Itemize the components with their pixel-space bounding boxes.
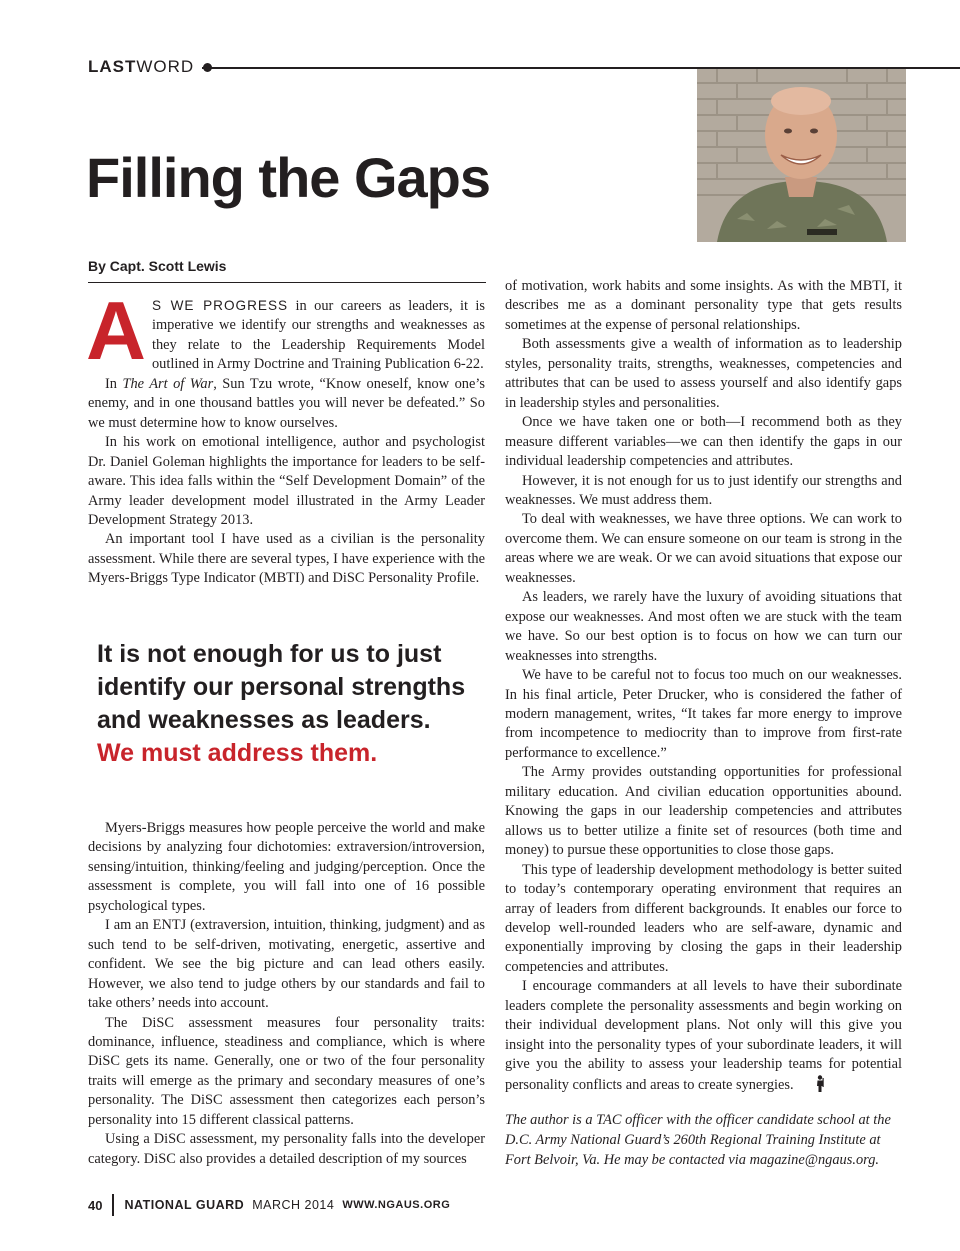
article-paragraph-final (505, 977, 902, 1098)
byline: By Capt. Scott Lewis (88, 258, 227, 274)
article-paragraph: In his work on emotional intelligence, author and psychologist Dr. Daniel Goleman highlights the importance for leaders to be self-aware. This idea falls within the “Self Development Domain” of the Army leader development model illustrated in the Army Leader Development Strategy 2013. (88, 434, 485, 528)
article-paragraph: We have to be careful not to focus too much on our weaknesses. In his final article, Peter Drucker, who is considered the father of modern management, writes, “It takes far more energy to improve from incompetence to mediocrity than to improve from first-rate performance to excellence.” (505, 667, 902, 761)
article-paragraph (88, 375, 485, 433)
soldier-end-mark-icon (798, 1075, 825, 1098)
pull-quote (97, 638, 497, 770)
article-paragraph: Myers-Briggs measures how people perceive the world and make decisions by analyzing four dichotomies: extraversion/introversion, sensing/intuition, thinking/feeling and judging/perception. Once the assessment is complete, you will fall into one of 16 possible psychological types. (88, 820, 485, 914)
issue-date: MARCH 2014 (252, 1198, 335, 1212)
footer-divider (112, 1194, 114, 1216)
article-paragraph: The DiSC assessment measures four personality traits: dominance, influence, steadiness and compliance, which is where DiSC gets its name. Generally, one or two of the four personality traits will emerge as the primary and secondary measures of one’s personality. The DiSC assessment then categorizes each person’s personality into 15 different classical patterns. (88, 1014, 485, 1128)
article-paragraph: An important tool I have used as a civilian is the personality assessment. While there are several types, I have experience with the Myers-Briggs Type Indicator (MBTI) and DiSC Personality Profile. (88, 531, 485, 587)
section-header-bold: LAST (88, 57, 137, 76)
lead-paragraph-text: in our careers as leaders, it is imperative we identify our strengths and weaknesses as they relate to the Leadership Requirements Model outlined in Army Doctrine and Training Publication 6-22. (151, 298, 485, 373)
article-paragraph: of motivation, work habits and some insights. As with the MBTI, it describes me as a dominant personality type that gets results sometimes at the expense of personal relationships. (505, 278, 902, 333)
paragraph-text: , Sun Tzu wrote, “Know oneself, know one’s enemy, and in one thousand battles you will never be defeated.” So we must determine how to know ourselves. (88, 375, 485, 431)
pull-quote-emphasis: We must address them. (97, 739, 378, 767)
headline: Filling the Gaps (86, 146, 491, 209)
pull-quote-text: It is not enough for us to just identify our personal strengths and weaknesses as leaders. (97, 640, 466, 734)
article-paragraph: As leaders, we rarely have the luxury of avoiding situations that expose our weaknesses. And most often we are stuck with the team we have. So our best option is to focus on how we can turn our weaknesses into strengths. (505, 589, 902, 664)
article-paragraph: Using a DiSC assessment, my personality falls into the developer category. DiSC also provides a detailed description of my sources (88, 1131, 485, 1167)
section-header-light: WORD (136, 57, 195, 76)
article-column-right (505, 277, 902, 1098)
article-paragraph: I am an ENTJ (extraversion, intuition, thinking, judgment) and as such tend to be self-driven, motivating, energetic, assertive and confident. We see the big picture and can lead others easily. However, we also tend to judge others by our standards and fail to take others’ needs into account. (88, 917, 485, 1012)
header-dot (203, 63, 212, 72)
byline-rule (88, 282, 486, 283)
lead-in-caps: S WE PROGRESS (151, 298, 289, 313)
page-footer (88, 1194, 450, 1216)
article-paragraph: The Army provides outstanding opportunities for professional military education. And civilian education opportunities abound. Knowing the gaps in our leadership competencies and attributes allows us to better utilize a finite set of resources (both time and money) to pursue these opportunities to close those gaps. (505, 764, 902, 859)
page-number: 40 (88, 1197, 103, 1213)
article-paragraph: Both assessments give a wealth of information as to leadership styles, personality traits, strengths, weaknesses, competencies and attributes that can be used to assess yourself and also identify gaps in leadership styles and personalities. (505, 336, 902, 411)
article-column-left-bottom (88, 819, 485, 1169)
website-url: WWW.NGAUS.ORG (342, 1199, 451, 1211)
article-paragraph: Once we have taken one or both—I recommend both as they measure different variables—we can then identify the gaps in our individual leadership competencies and attributes. (505, 414, 902, 470)
article-paragraph: However, it is not enough for us to just identify our strengths and weaknesses. We must address them. (505, 472, 902, 508)
drop-cap: A (86, 284, 146, 377)
magazine-name: NATIONAL GUARD (124, 1198, 245, 1212)
book-title: The Art of War (122, 375, 214, 392)
article-paragraph: To deal with weaknesses, we have three options. We can work to overcome them. We can ensure someone on our team is strong in the areas where we are weak. Or we can avoid situations that expose our weaknesses. (505, 511, 902, 586)
article-paragraph-lead (86, 284, 485, 377)
paragraph-text: In (105, 375, 123, 392)
paragraph-text: I encourage commanders at all levels to have their subordinate leaders complete the personality assessments and begin working on their individual development plans. Not only will this give you insight into the personality types of your subordinate leaders, it will give you the ability to assess your leadership teams for potential personality conflicts and areas to create synergies. (505, 978, 902, 1093)
article-column-left-top (86, 284, 485, 589)
author-bio: The author is a TAC officer with the officer candidate school at the D.C. Army National Guard’s 260th Regional Training Institute at Fort Belvoir, Va. He may be contacted via magazine@ngaus.org. (505, 1112, 891, 1168)
section-header (88, 57, 194, 77)
article-paragraph: This type of leadership development methodology is better suited to today’s contemporary operating environment that requires an array of leaders from different backgrounds. It enables our force to develop well-rounded leaders who are self-aware, dynamic and exponentially improving by closing the gaps in their leadership competencies and attributes. (505, 861, 902, 975)
author-photo (697, 69, 906, 242)
